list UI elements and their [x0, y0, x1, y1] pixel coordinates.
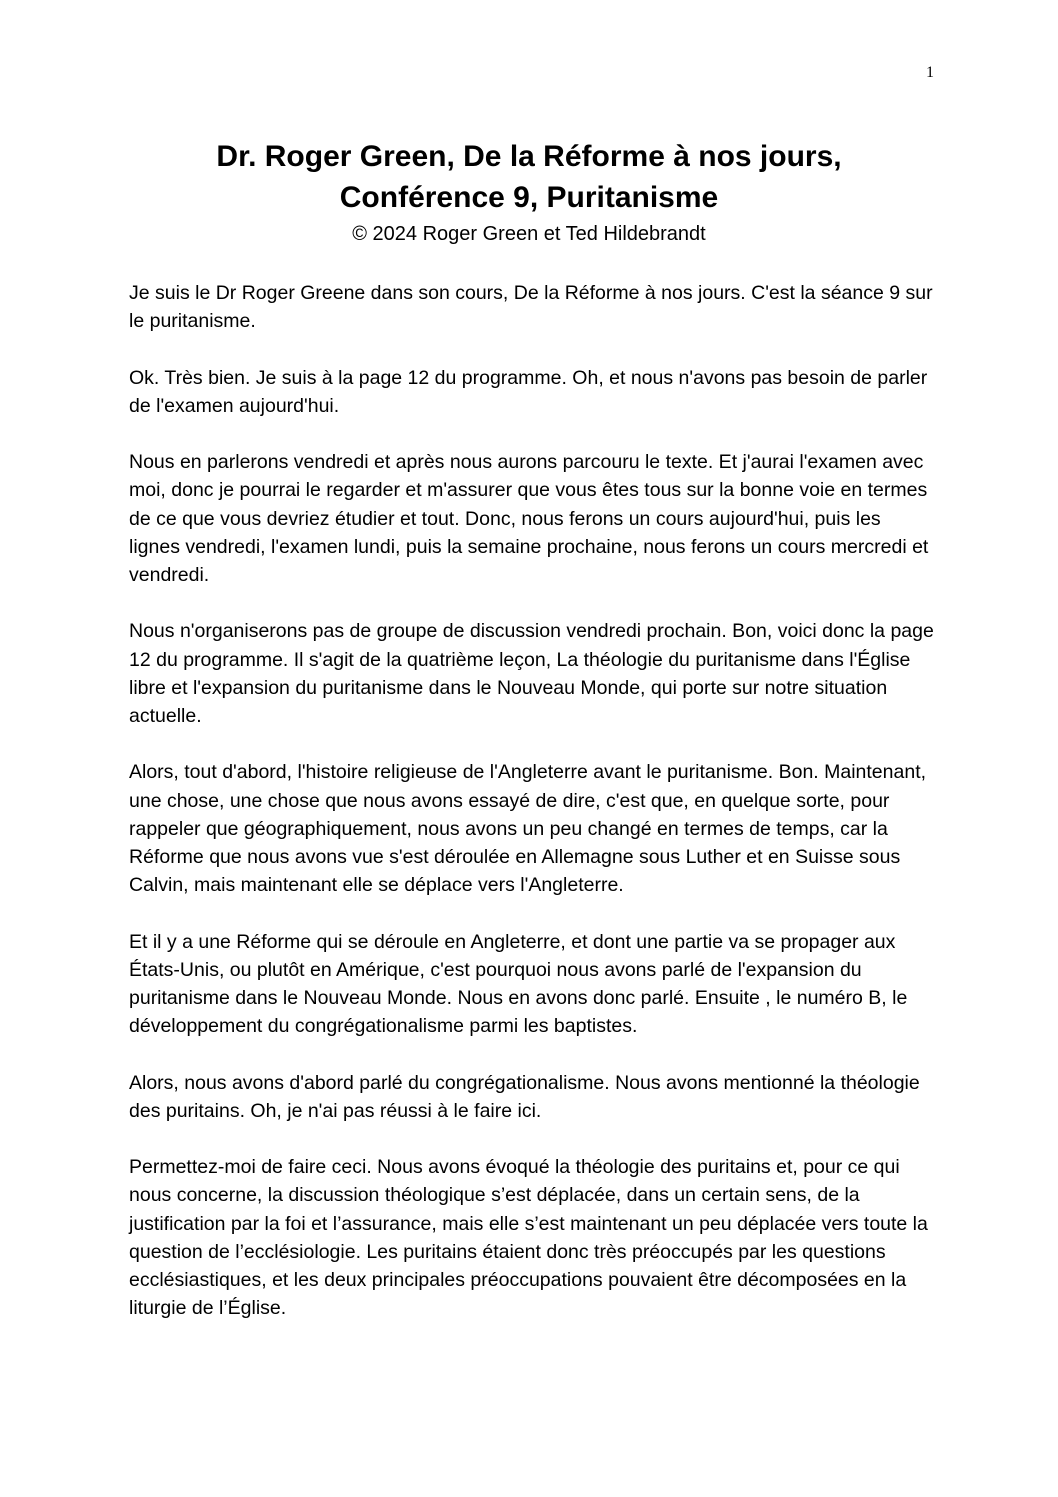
paragraph: Nous n'organiserons pas de groupe de discussion vendredi prochain. Bon, voici donc la page 12 du programme. Il s'agit de la quatrième leçon, La théologie du puritanisme dans l'Église libre et l'expansion du puritanisme dans le Nouveau Monde, qui porte sur notre situation actuelle. — [129, 620, 934, 727]
paragraph: Alors, nous avons d'abord parlé du congrégationalisme. Nous avons mentionné la théologie des puritains. Oh, je n'ai pas réussi à le faire ici. — [129, 1071, 920, 1122]
paragraph: Ok. Très bien. Je suis à la page 12 du programme. Oh, et nous n'avons pas besoin de parler de l'examen aujourd'hui. — [129, 366, 928, 417]
title-line-1: Dr. Roger Green, De la Réforme à nos jours, — [216, 140, 842, 173]
copyright: © 2024 Roger Green et Ted Hildebrandt — [352, 223, 706, 245]
transcript-body — [129, 279, 935, 1351]
paragraph: Alors, tout d'abord, l'histoire religieuse de l'Angleterre avant le puritanisme. Bon. Maintenant, une chose, une chose que nous avons essayé de dire, c'est que, en quelque sorte, pour rappeler que géographiquement, nous avons un peu changé en termes de temps, car la Réforme que nous avons vue s'est déroulée en Allemagne sous Luther et en Suisse sous Calvin, mais maintenant elle se déplace vers l'Angleterre. — [129, 761, 927, 897]
title-line-2: Conférence 9, Puritanisme — [339, 181, 719, 214]
paragraph: Et il y a une Réforme qui se déroule en Angleterre, et dont une partie va se propager aux États-Unis, ou plutôt en Amérique, c'est pourquoi nous avons parlé de l'expansion du puritanisme dans le Nouveau Monde. Nous en avons donc parlé. Ensuite , le numéro B, le développement du congrégationalisme parmi les baptistes. — [129, 930, 908, 1038]
title-block — [0, 136, 1058, 248]
paragraph: Permettez-moi de faire ceci. Nous avons évoqué la théologie des puritains et, pour ce qui nous concerne, la discussion théologique s’est déplacée, dans un certain sens, de la justification par la foi et l’assurance, mais elle s’est maintenant un peu déplacée vers toute la question de l’ecclésiologie. Les puritains étaient donc très préoccupés par les questions ecclésiastiques, et les deux principales préoccupations pouvaient être décomposées en la liturgie de l’Église. — [129, 1156, 928, 1320]
paragraph: Nous en parlerons vendredi et après nous aurons parcouru le texte. Et j'aurai l'examen avec moi, donc je pourrai le regarder et m'assurer que vous êtes tous sur la bonne voie en termes de ce que vous devriez étudier et tout. Donc, nous ferons un cours aujourd'hui, puis les lignes vendredi, l'examen lundi, puis la semaine prochaine, nous ferons un cours mercredi et vendredi. — [129, 451, 929, 586]
paragraph: Je suis le Dr Roger Greene dans son cours, De la Réforme à nos jours. C'est la séance 9 sur le puritanisme. — [129, 282, 933, 333]
page-number: 1 — [926, 64, 934, 81]
